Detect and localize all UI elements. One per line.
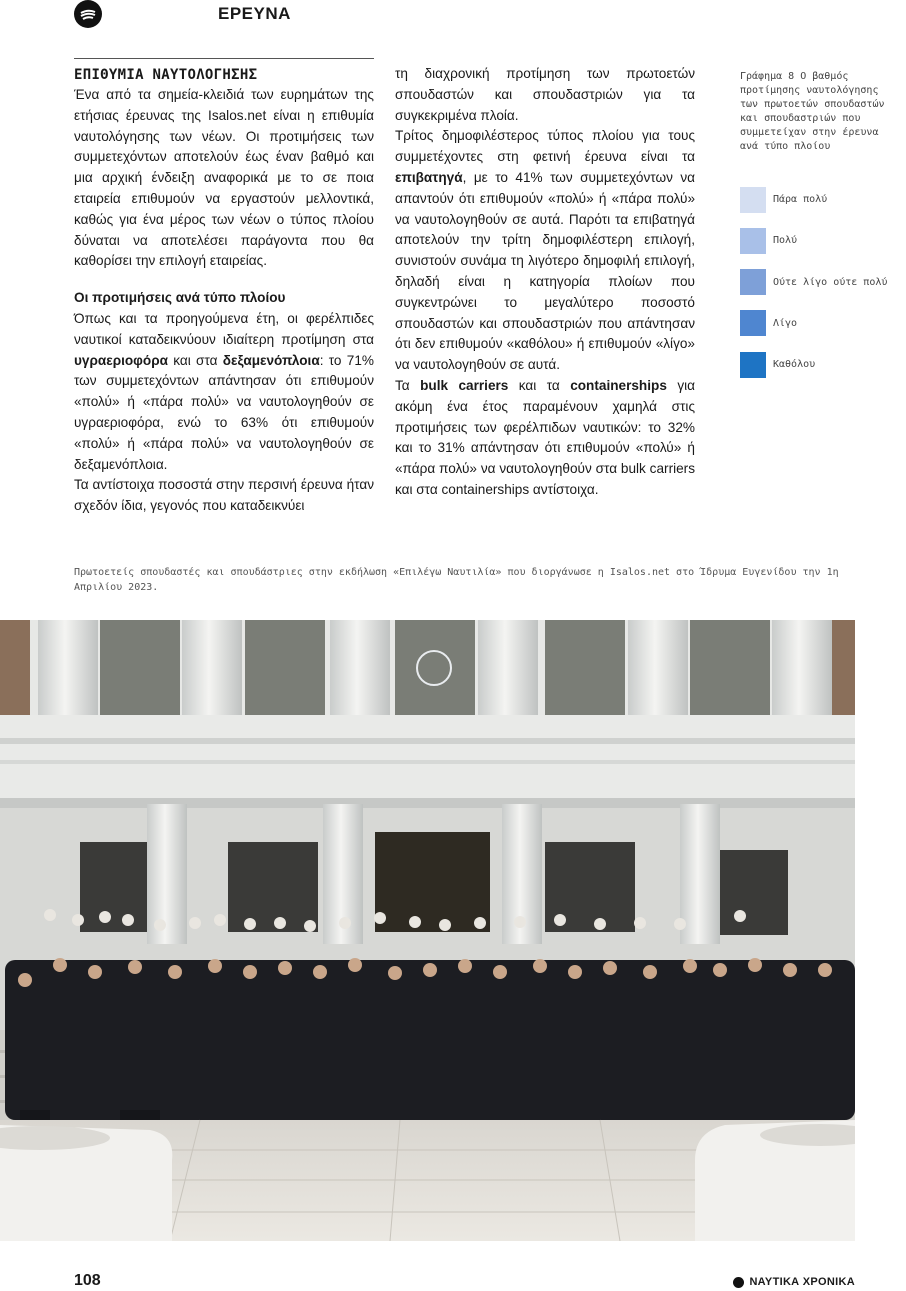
paragraph: τη διαχρονική προτίμηση των πρωτοετών σπουδαστών και σπουδαστριών για τα συγκεκριμένα πλοία. bbox=[395, 66, 695, 123]
page-number: 108 bbox=[74, 1272, 101, 1289]
subheading: Οι προτιμήσεις ανά τύπο πλοίου bbox=[74, 290, 286, 306]
chart-legend bbox=[740, 186, 905, 392]
paragraph: Τρίτος δημοφιλέστερος τύπος πλοίου για τους συμμετέχοντες στη φετινή έρευνα είναι τα επιβατηγά, με το 41% των συμμετεχόντων να απαντούν ότι επιθυμούν «πολύ» ή «πάρα πολύ» να ναυτολογηθούν σε αυτά. Παρότι τα επιβατηγά αποτελούν την τρίτη δημοφιλέστερη επιλογή, συνιστούν συνάμα τη λιγότερο δημοφιλή επιλογή, δηλαδή είναι η κατηγορία πλοίων που συγκεντρώνει το μεγαλύτερο ποσοστό σπουδαστών και σπουδαστριών που απάντησαν ότι δεν επιθυμούν «καθόλου» ή επιθυμούν «λίγο» να ναυτολογηθούν σε αυτά. bbox=[395, 128, 695, 373]
legend-label: Πολύ bbox=[773, 235, 798, 247]
brand-name: ΝΑΥΤΙΚΑ ΧΡΟΝΙΚΑ bbox=[749, 1276, 855, 1288]
footer-brand bbox=[733, 1276, 855, 1288]
section-title: ΕΡΕΥΝΑ bbox=[218, 4, 291, 23]
legend-swatch bbox=[740, 187, 766, 213]
legend-label: Πάρα πολύ bbox=[773, 194, 828, 205]
magazine-logo-icon bbox=[74, 0, 102, 28]
brand-logo-icon bbox=[733, 1277, 744, 1288]
legend-label: Λίγο bbox=[773, 317, 798, 329]
legend-item bbox=[740, 310, 905, 337]
legend-label: Καθόλου bbox=[773, 359, 816, 371]
legend-swatch bbox=[740, 228, 766, 254]
legend-swatch bbox=[740, 269, 766, 295]
legend-swatch bbox=[740, 310, 766, 336]
article-column-left bbox=[74, 58, 374, 517]
legend-item bbox=[740, 351, 905, 378]
group-photo-image bbox=[0, 620, 855, 1241]
chart-title: Γράφημα 8 Ο βαθμός προτίμησης ναυτολόγησης των πρωτοετών σπουδαστών και σπουδαστριών που συμμετείχαν στην έρευνα ανά τύπο πλοίου bbox=[740, 71, 885, 152]
paragraph: Τα bulk carriers και τα containerships για ακόμη ένα έτος παραμένουν χαμηλά στις προτιμήσεις των φερέλπιδων ναυτικών: το 32% και το 31% απάντησαν ότι επιθυμούν «πολύ» ή «πάρα πολύ» να ναυτολογηθούν στα bulk carriers και στα containerships αντίστοιχα. bbox=[395, 377, 695, 497]
section-heading: ΕΠΙΘΥΜΙΑ ΝΑΥΤΟΛΟΓΗΣΗΣ bbox=[74, 67, 258, 83]
paragraph: Ένα από τα σημεία-κλειδιά των ευρημάτων της ετήσιας έρευνας της Isalos.net είναι η επιθυμία ναυτολόγησης των νέων. Οι προτιμήσεις των συμμετεχόντων αποτελούν έως έναν βαθμό και μια αρχική ένδειξη αναφορικά με το σε ποια εταιρεία επιθυμούν να εργαστούν μελλοντικά, καθώς για ένα μέρος των νέων ο τύπος πλοίου δύναται να αποτελέσει παράγοντα που θα καθορίσει την επιλογή εταιρείας. bbox=[74, 87, 374, 269]
legend-item bbox=[740, 227, 905, 254]
legend-item bbox=[740, 269, 905, 296]
legend-swatch bbox=[740, 352, 766, 378]
legend-item bbox=[740, 186, 905, 213]
paragraph: Τα αντίστοιχα ποσοστά στην περσινή έρευνα ήταν σχεδόν ίδια, γεγονός που καταδεικνύει bbox=[74, 477, 374, 514]
paragraph: Όπως και τα προηγούμενα έτη, οι φερέλπιδες ναυτικοί καταδεικνύουν ιδιαίτερη προτίμηση στα υγραεριοφόρα και στα δεξαμενόπλοια: το 71% των συμμετεχόντων απάντησαν ότι επιθυμούν «πολύ» ή «πάρα πολύ» να ναυτολογηθούν σε υγραεριοφόρα, ενώ το 63% ότι επιθυμούν «πολύ» ή «πάρα πολύ» να ναυτολογηθούν σε δεξαμενόπλοια. bbox=[74, 310, 374, 472]
article-column-right bbox=[395, 64, 695, 501]
photo-caption: Πρωτοετείς σπουδαστές και σπουδάστριες στην εκδήλωση «Επιλέγω Ναυτιλία» που διοργάνωσε η Isalos.net στο Ίδρυμα Ευγενίδου την 1η Απριλίου 2023. bbox=[74, 567, 839, 593]
legend-label: Ούτε λίγο ούτε πολύ bbox=[773, 276, 888, 288]
